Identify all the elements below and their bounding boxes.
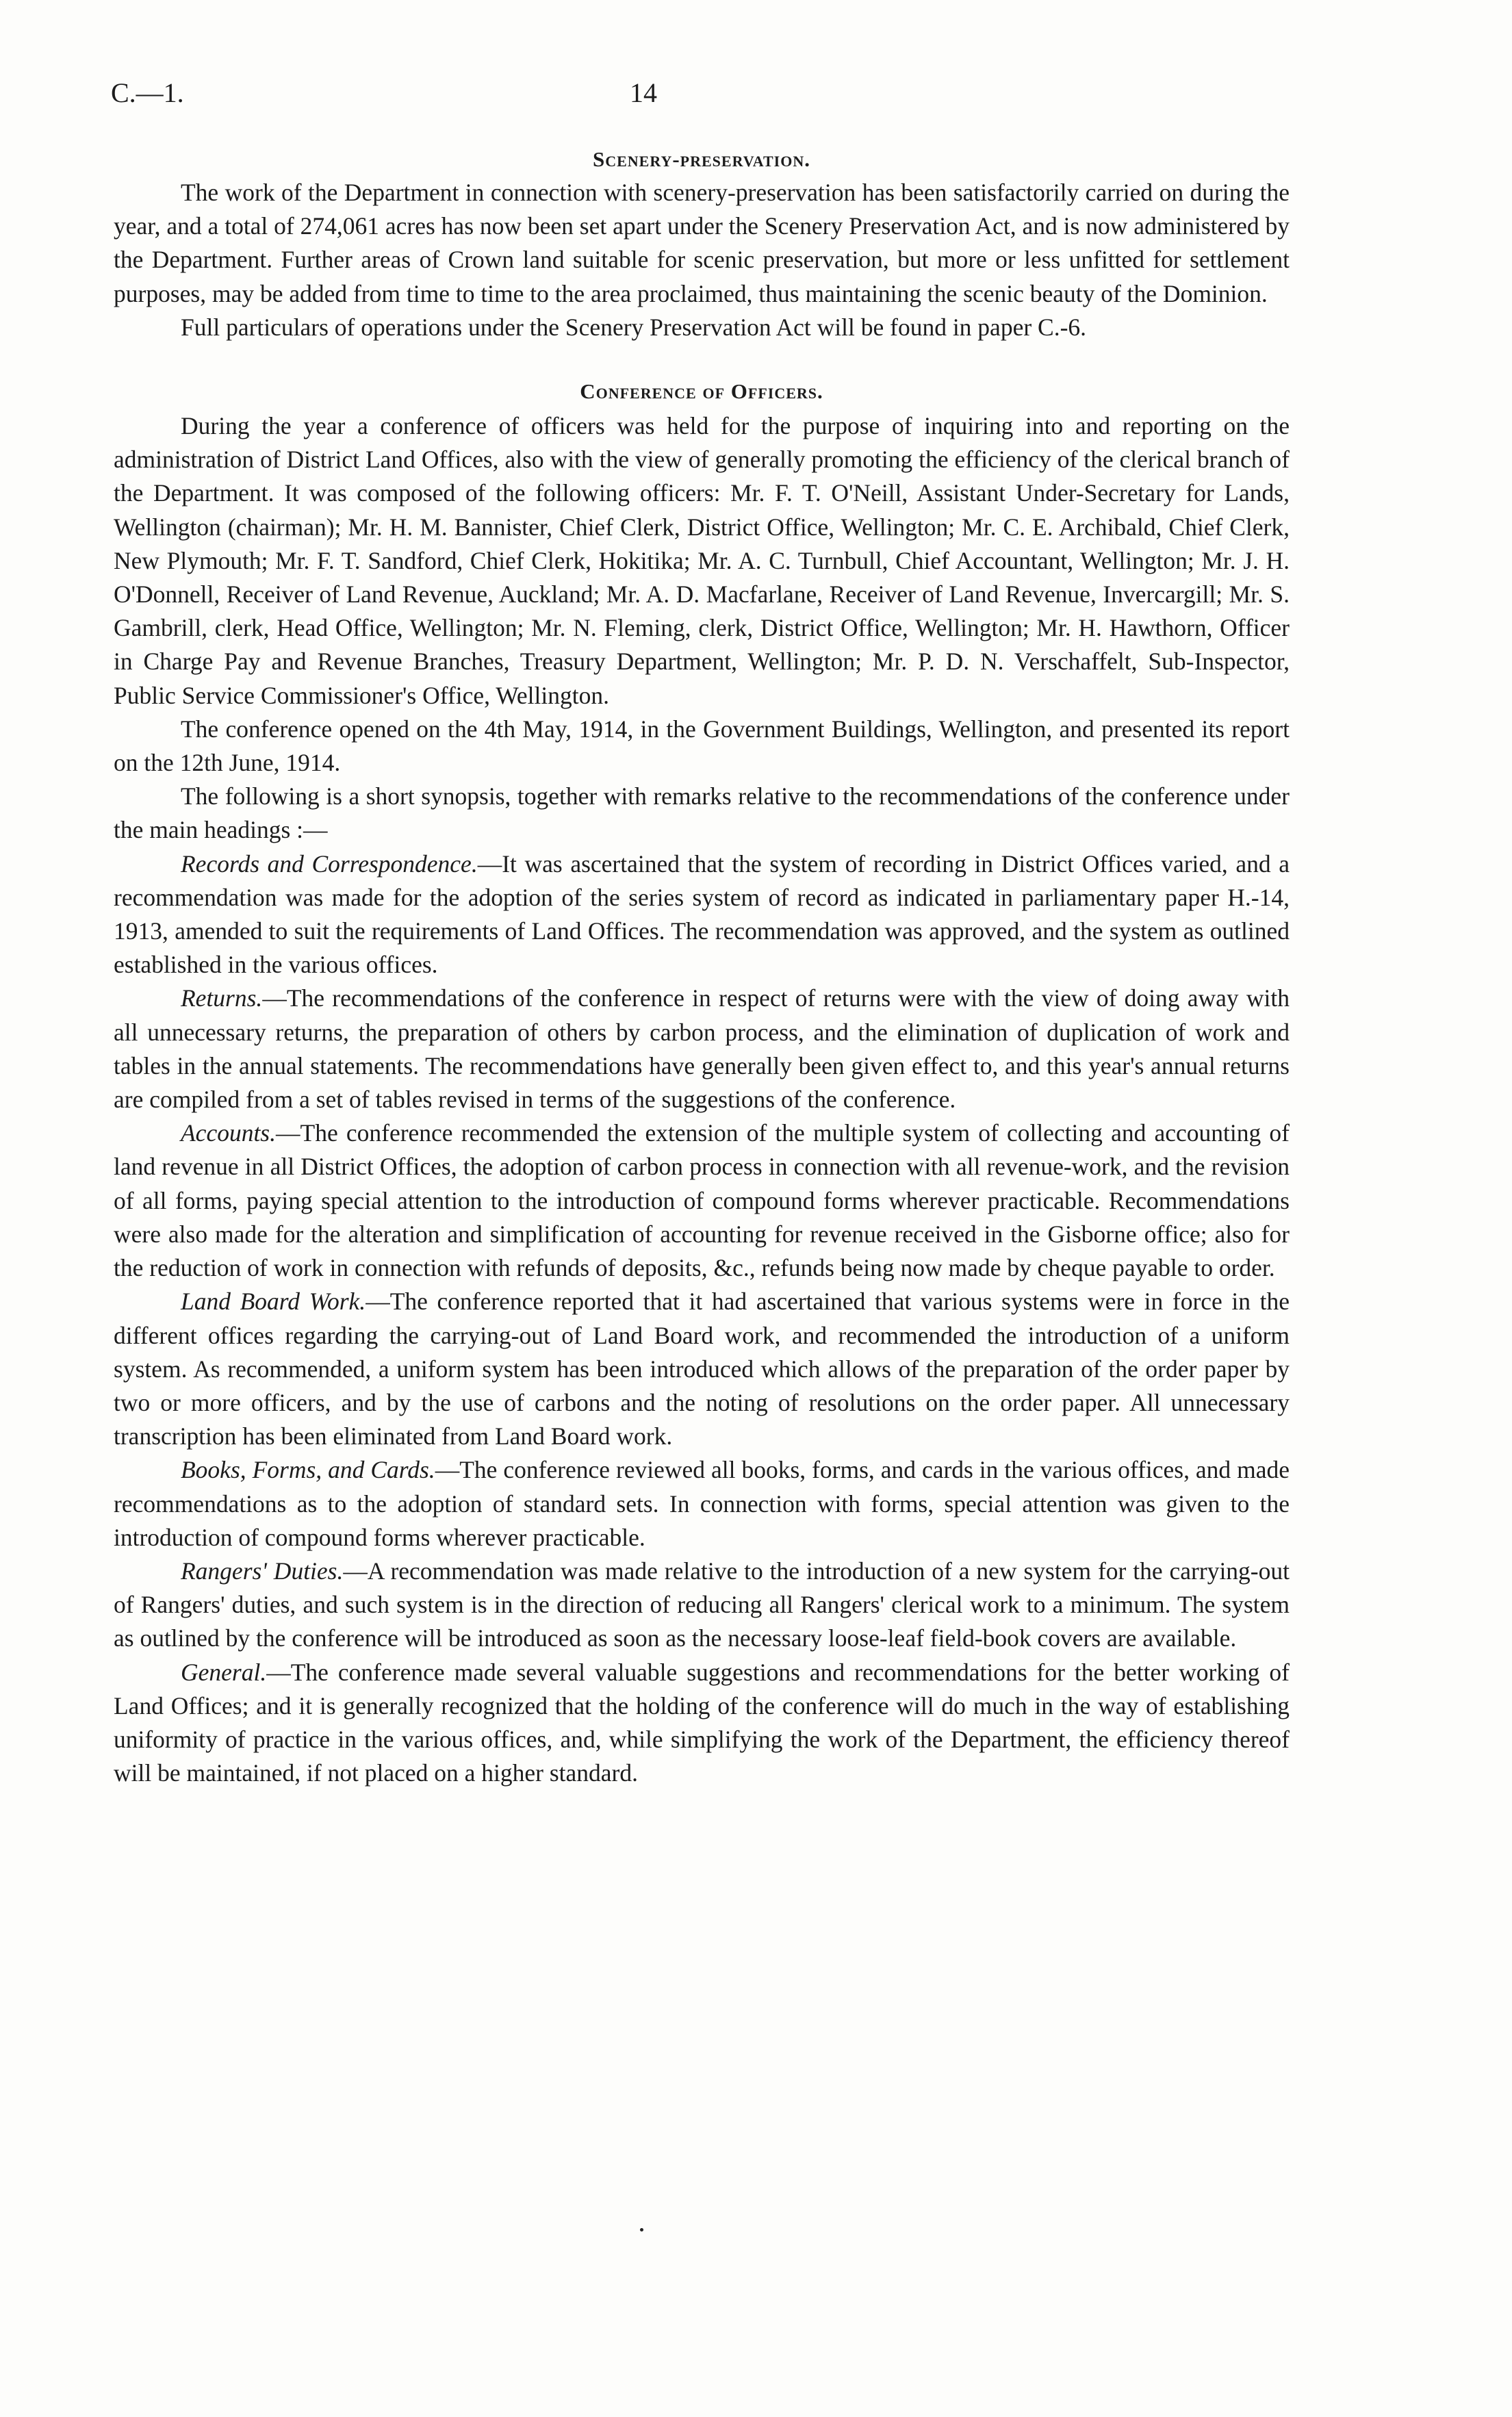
paragraph [114,409,1290,713]
paragraph-text: —It was ascertained that the system of recording in District Offices varied, and a recommendation was made for the adoption of the series system of record as indicated in parliamentary paper H.-14, 1913, amended to suit the requirements of Land Offices. The recommendation was approved, and the system as outlined established in the various offices. [114,849,1290,979]
section-heading-conference: Conference of Officers. [580,379,823,404]
paragraph-text: —The conference reported that it had ascertained that various systems were in force in the different offices regarding the carrying-out of Land Board work, and recommended the introduction of a uniform system. As recommended, a uniform system has been introduced which allows of the preparation of the order paper by two or more officers, and by the use of carbons and the noting of resolutions on the order paper. All unnecessary transcription has been eliminated from Land Board work. [114,1288,1290,1450]
paragraph-lead: Rangers' Duties. [181,1557,344,1585]
paragraph [114,780,1290,847]
paragraph-text: —The recommendations of the conference in respect of returns were with the view of doing away with all unnecessary returns, the preparation of others by carbon process, and the elimination of duplication of work and tables in the annual statements. The recommendations have generally been given effect to, and this year's annual returns are compiled from a set of tables revised in terms of the suggestions of the conference. [114,984,1290,1114]
paragraph [114,713,1290,780]
paragraph-lead: Records and Correspondence. [181,849,478,878]
paragraph-text: —The conference made several valuable suggestions and recommendations for the better working of Land Offices; and it is generally recognized that the holding of the conference will do much in the way of establishing uniformity of practice in the various offices, and, while simplifying the work of the Department, the efficiency thereof will be maintained, if not placed on a higher standard. [114,1658,1290,1787]
document-reference: C.—1. [111,77,184,108]
ink-speck [640,2228,643,2231]
paragraph-text: —A recommendation was made relative to the introduction of a new system for the carrying-out of Rangers' duties, and such system is in the direction of reducing all Rangers' clerical work to a minimum. The system as outlined by the conference will be introduced as soon as the necessary loose-leaf field-book covers are available. [114,1557,1290,1652]
page-number: 14 [630,77,657,108]
paragraph-lead: Books, Forms, and Cards. [181,1456,435,1484]
paragraph-text: The conference opened on the 4th May, 1914, in the Government Buildings, Wellington, and presented its report on the 12th June, 1914. [114,715,1290,777]
running-header [111,73,1288,114]
page-body [114,142,1290,1790]
paragraph-text: —The conference recommended the extension of the multiple system of collecting and accounting of land revenue in all District Offices, the adoption of carbon process in connection with all revenue-work, and the revision of all forms, paying special attention to the introduction of compound forms wherever practicable. Recommendations were also made for the alteration and simplification of accounting for revenue received in the Gisborne office; also for the reduction of work in connection with refunds of deposits, &c., refunds being now made by cheque payable to order. [114,1119,1290,1282]
paragraph-lead: Land Board Work. [181,1288,366,1316]
paragraph-text: The following is a short synopsis, together with remarks relative to the recommendations of the conference under the main headings :— [114,782,1290,844]
paragraph [114,176,1290,311]
paragraph-records [114,847,1290,982]
paragraph-text: During the year a conference of officers was held for the purpose of inquiring into and reporting on the administration of District Land Offices, also with the view of generally promoting the efficiency of the clerical branch of the Department. It was composed of the following officers: Mr. F. T. O'Neill, Assistant Under-Secretary for Lands, Wellington (chairman); Mr. H. M. Bannister, Chief Clerk, District Office, Wellington; Mr. C. E. Archibald, Chief Clerk, New Plymouth; Mr. F. T. Sandford, Chief Clerk, Hokitika; Mr. A. C. Turnbull, Chief Accountant, Wellington; Mr. J. H. O'Donnell, Receiver of Land Revenue, Auckland; Mr. A. D. Macfarlane, Receiver of Land Revenue, Invercargill; Mr. S. Gambrill, clerk, Head Office, Wellington; Mr. N. Fleming, clerk, District Office, Wellington; Mr. H. Hawthorn, Officer in Charge Pay and Revenue Branches, Treasury Department, Wellington; Mr. P. D. N. Verschaffelt, Sub-Inspector, Public Service Commissioner's Office, Wellington. [114,412,1290,709]
section-heading-scenery: Scenery-preservation. [592,147,810,171]
paragraph-accounts [114,1116,1290,1285]
paragraph-returns [114,982,1290,1116]
paragraph-text: Full particulars of operations under the Scenery Preservation Act will be found in paper C.-6. [181,313,1087,341]
paragraph-general [114,1656,1290,1791]
paragraph-lead: Accounts. [181,1119,277,1147]
paragraph-land-board-work [114,1285,1290,1453]
paragraph-rangers-duties [114,1555,1290,1656]
paragraph-books-forms-cards [114,1453,1290,1555]
paragraph [114,311,1290,344]
paragraph-text: —The conference reviewed all books, forms, and cards in the various offices, and made recommendations as to the adoption of standard sets. In connection with forms, special attention was given to the introduction of compound forms wherever practicable. [114,1456,1290,1551]
paragraph-lead: General. [181,1658,267,1686]
paragraph-lead: Returns. [181,984,263,1012]
paragraph-text: The work of the Department in connection with scenery-preservation has been satisfactorily carried on during the year, and a total of 274,061 acres has now been set apart under the Scenery Preservation Act, and is now administered by the Department. Further areas of Crown land suitable for scenic preservation, but more or less unfitted for settlement purposes, may be added from time to time to the area proclaimed, thus maintaining the scenic beauty of the Dominion. [114,179,1290,307]
